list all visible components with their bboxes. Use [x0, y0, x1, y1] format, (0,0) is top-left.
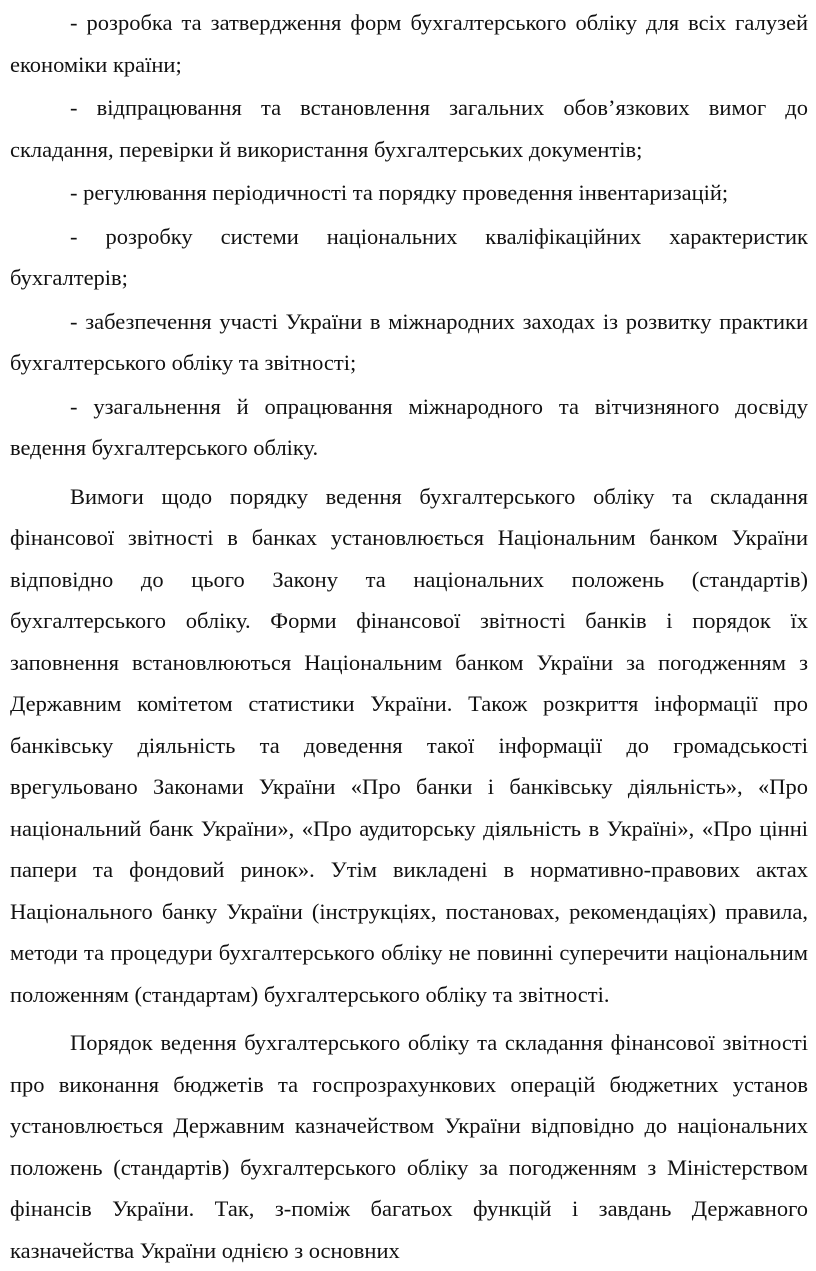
paragraph-body: Вимоги щодо порядку ведення бухгалтерського обліку та складання фінансової звітності в банках установлюється Національним банком України відповідно до цього Закону та національних положень (стандартів) бухгалтерського обліку. Форми фінансової звітності банків і порядок їх заповнення встановлюються Національним банком України за погодженням з Державним комітетом статистики України. Також розкриття інформації про банківську діяльність та доведення такої інформації до громадськості врегульовано Законами України «Про банки і банківську діяльність», «Про національний банк України», «Про аудиторську діяльність в Україні», «Про цінні папери та фондовий ринок». Утім викладені в нормативно-правових актах Національного банку України (інструкціях, постановах, рекомендаціях) правила, методи та процедури бухгалтерського обліку не повинні суперечити національним положенням (стандартам) бухгалтерського обліку та звітності. — [10, 483, 808, 1007]
paragraph-list-item: - узагальнення й опрацювання міжнародного та вітчизняного досвіду ведення бухгалтерського обліку. — [10, 393, 808, 460]
paragraph-list-item: - регулювання періодичності та порядку проведення інвентаризацій; — [70, 180, 729, 205]
paragraph-body: Порядок ведення бухгалтерського обліку та складання фінансової звітності про виконання бюджетів та госпрозрахункових операцій бюджетних установ установлюється Державним казначейством України відповідно до національних положень (стандартів) бухгалтерського обліку за погодженням з Міністерством фінансів України. Так, з-поміж багатьох функцій і завдань Державного казначейства України однією з основних — [10, 1030, 808, 1263]
paragraph-list-item: - розробку системи національних кваліфікаційних характеристик бухгалтерів; — [10, 223, 808, 290]
document-page — [10, 0, 808, 1271]
paragraph-list-item: - забезпечення участі України в міжнародних заходах із розвитку практики бухгалтерського обліку та звітності; — [10, 308, 808, 375]
paragraph-list-item: - відпрацювання та встановлення загальних обов’язкових вимог до складання, перевірки й використання бухгалтерських документів; — [10, 95, 808, 162]
paragraph-list-item: - розробка та затвердження форм бухгалтерського обліку для всіх галузей економіки країни; — [10, 10, 808, 77]
